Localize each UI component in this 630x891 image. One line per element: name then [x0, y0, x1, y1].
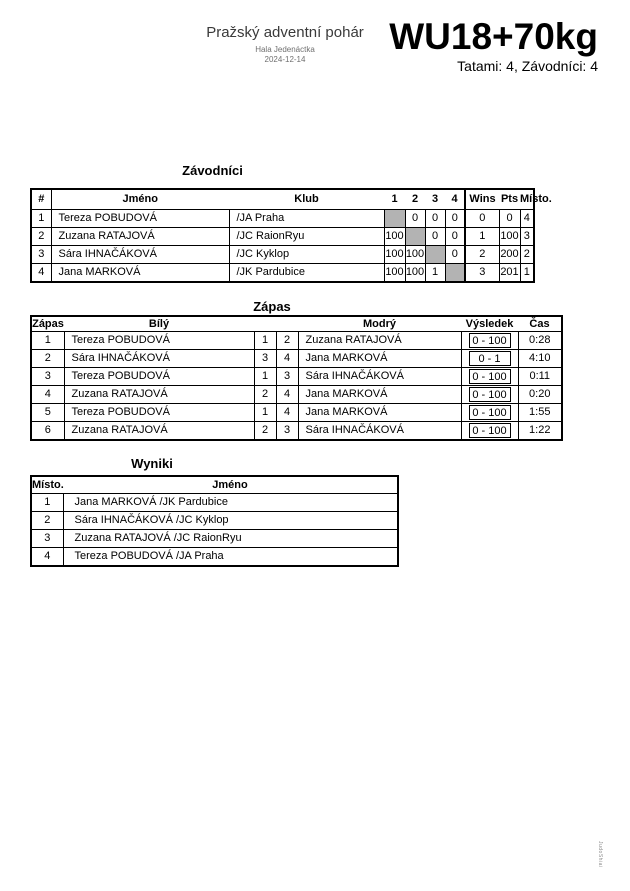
match-number: 3 — [31, 368, 64, 386]
cross-cell-self — [445, 264, 465, 283]
competitor-club: /JC RaionRyu — [229, 228, 384, 246]
cross-cell: 1 — [425, 264, 445, 283]
blue-number: 3 — [276, 422, 298, 441]
white-name: Tereza POBUDOVÁ — [64, 368, 254, 386]
cross-cell: 100 — [384, 264, 405, 283]
match-result: 0 - 100 — [469, 387, 511, 402]
result-row — [31, 494, 398, 512]
tournament-header — [160, 24, 410, 64]
match-time: 1:22 — [518, 422, 562, 441]
match-result-cell — [461, 332, 518, 350]
final-name: Zuzana RATAJOVÁ /JC RaionRyu — [63, 530, 398, 548]
cross-cell-self — [405, 228, 425, 246]
competitor-name: Tereza POBUDOVÁ — [51, 210, 229, 228]
match-result-cell — [461, 404, 518, 422]
competitor-name: Zuzana RATAJOVÁ — [51, 228, 229, 246]
competitors-header-row — [31, 189, 534, 210]
white-number: 3 — [254, 350, 276, 368]
match-result-cell — [461, 422, 518, 441]
col-header-spacer2 — [276, 316, 298, 332]
place-cell: 1 — [520, 264, 534, 283]
blue-name: Jana MARKOVÁ — [298, 350, 461, 368]
match-row — [31, 350, 562, 368]
competitor-row — [31, 210, 534, 228]
results-title: Wyniki — [131, 456, 173, 471]
blue-name: Sára IHNAČÁKOVÁ — [298, 368, 461, 386]
col-header-blue: Modrý — [298, 316, 461, 332]
col-header-3: 3 — [425, 189, 445, 210]
match-result-cell — [461, 386, 518, 404]
match-result: 0 - 1 — [469, 351, 511, 366]
category-title: WU18+70kg — [389, 16, 598, 57]
blue-name: Jana MARKOVÁ — [298, 404, 461, 422]
match-row — [31, 332, 562, 350]
col-header-club: Klub — [229, 189, 384, 210]
venue: Hala Jedenáctka — [255, 45, 315, 54]
cross-cell: 0 — [425, 228, 445, 246]
final-place: 1 — [31, 494, 63, 512]
place-cell: 3 — [520, 228, 534, 246]
matches-title: Zápas — [253, 299, 291, 314]
category-header — [389, 16, 598, 74]
competitor-club: /JK Pardubice — [229, 264, 384, 283]
match-time: 4:10 — [518, 350, 562, 368]
competitor-number: 4 — [31, 264, 51, 283]
competitor-number: 3 — [31, 246, 51, 264]
blue-name: Sára IHNAČÁKOVÁ — [298, 422, 461, 441]
pts-cell: 200 — [499, 246, 520, 264]
cross-cell: 100 — [405, 246, 425, 264]
white-name: Tereza POBUDOVÁ — [64, 404, 254, 422]
col-header-result: Výsledek — [461, 316, 518, 332]
competitor-name: Jana MARKOVÁ — [51, 264, 229, 283]
watermark-text: JudoShiai — [597, 841, 603, 868]
wins-cell: 3 — [465, 264, 499, 283]
final-place: 4 — [31, 548, 63, 567]
final-name: Tereza POBUDOVÁ /JA Praha — [63, 548, 398, 567]
final-name: Sára IHNAČÁKOVÁ /JC Kyklop — [63, 512, 398, 530]
wins-cell: 0 — [465, 210, 499, 228]
results-header-row — [31, 476, 398, 494]
match-row — [31, 386, 562, 404]
col-header-wins: Wins — [465, 189, 499, 210]
blue-number: 4 — [276, 386, 298, 404]
col-header-name: Jméno — [51, 189, 229, 210]
cross-cell: 100 — [405, 264, 425, 283]
cross-cell: 0 — [405, 210, 425, 228]
col-header-white: Bílý — [64, 316, 254, 332]
match-result: 0 - 100 — [469, 423, 511, 438]
match-number: 1 — [31, 332, 64, 350]
competitor-row — [31, 228, 534, 246]
col-header-spacer1 — [254, 316, 276, 332]
col-header-match: Zápas — [32, 318, 64, 330]
wins-cell: 1 — [465, 228, 499, 246]
results-table — [30, 475, 399, 567]
tournament-name: Pražský adventní pohár — [206, 24, 364, 41]
competitor-number: 1 — [31, 210, 51, 228]
match-number: 6 — [31, 422, 64, 441]
white-number: 2 — [254, 386, 276, 404]
blue-number: 4 — [276, 404, 298, 422]
cross-cell-self — [425, 246, 445, 264]
final-place: 2 — [31, 512, 63, 530]
white-number: 2 — [254, 422, 276, 441]
competitor-club: /JC Kyklop — [229, 246, 384, 264]
match-time: 0:20 — [518, 386, 562, 404]
col-header-1: 1 — [384, 189, 405, 210]
matches-table — [30, 315, 563, 441]
category-info: Tatami: 4, Závodníci: 4 — [457, 58, 598, 74]
white-name: Tereza POBUDOVÁ — [64, 332, 254, 350]
wins-cell: 2 — [465, 246, 499, 264]
match-result: 0 - 100 — [469, 369, 511, 384]
result-row — [31, 512, 398, 530]
match-result-cell — [461, 368, 518, 386]
pts-cell: 0 — [499, 210, 520, 228]
match-time: 0:28 — [518, 332, 562, 350]
col-header-4: 4 — [445, 189, 465, 210]
place-cell: 2 — [520, 246, 534, 264]
blue-number: 3 — [276, 368, 298, 386]
match-number: 2 — [31, 350, 64, 368]
competitors-table — [30, 188, 552, 283]
cross-cell: 0 — [425, 210, 445, 228]
result-row — [31, 530, 398, 548]
event-date: 2024-12-14 — [264, 55, 306, 64]
match-number: 5 — [31, 404, 64, 422]
white-number: 1 — [254, 404, 276, 422]
white-name: Zuzana RATAJOVÁ — [64, 422, 254, 441]
cross-cell: 0 — [445, 210, 465, 228]
match-time: 1:55 — [518, 404, 562, 422]
cross-cell: 0 — [445, 228, 465, 246]
col-header-hash: # — [31, 189, 51, 210]
competitor-club: /JA Praha — [229, 210, 384, 228]
white-name: Zuzana RATAJOVÁ — [64, 386, 254, 404]
match-row — [31, 404, 562, 422]
blue-number: 2 — [276, 332, 298, 350]
matches-header-row — [31, 316, 562, 332]
match-row — [31, 422, 562, 441]
match-result: 0 - 100 — [469, 333, 511, 348]
white-name: Sára IHNAČÁKOVÁ — [64, 350, 254, 368]
competitors-title: Závodníci — [182, 163, 243, 178]
competitor-row — [31, 246, 534, 264]
col-header-place: Místo. — [31, 476, 63, 494]
pts-cell: 100 — [499, 228, 520, 246]
cross-cell: 0 — [445, 246, 465, 264]
col-header-place: Místo. — [520, 189, 534, 210]
col-header-name: Jméno — [63, 476, 398, 494]
blue-name: Zuzana RATAJOVÁ — [298, 332, 461, 350]
final-place: 3 — [31, 530, 63, 548]
competitor-number: 2 — [31, 228, 51, 246]
final-name: Jana MARKOVÁ /JK Pardubice — [63, 494, 398, 512]
white-number: 1 — [254, 332, 276, 350]
cross-cell: 100 — [384, 246, 405, 264]
competitor-row — [31, 264, 534, 283]
place-cell: 4 — [520, 210, 534, 228]
cross-cell: 100 — [384, 228, 405, 246]
competitor-name: Sára IHNAČÁKOVÁ — [51, 246, 229, 264]
pts-cell: 201 — [499, 264, 520, 283]
match-row — [31, 368, 562, 386]
col-header-time: Čas — [518, 316, 562, 332]
result-row — [31, 548, 398, 567]
match-result-cell — [461, 350, 518, 368]
white-number: 1 — [254, 368, 276, 386]
match-time: 0:11 — [518, 368, 562, 386]
match-result: 0 - 100 — [469, 405, 511, 420]
col-header-2: 2 — [405, 189, 425, 210]
blue-number: 4 — [276, 350, 298, 368]
col-header-pts: Pts — [499, 189, 520, 210]
blue-name: Jana MARKOVÁ — [298, 386, 461, 404]
match-number: 4 — [31, 386, 64, 404]
cross-cell-self — [384, 210, 405, 228]
